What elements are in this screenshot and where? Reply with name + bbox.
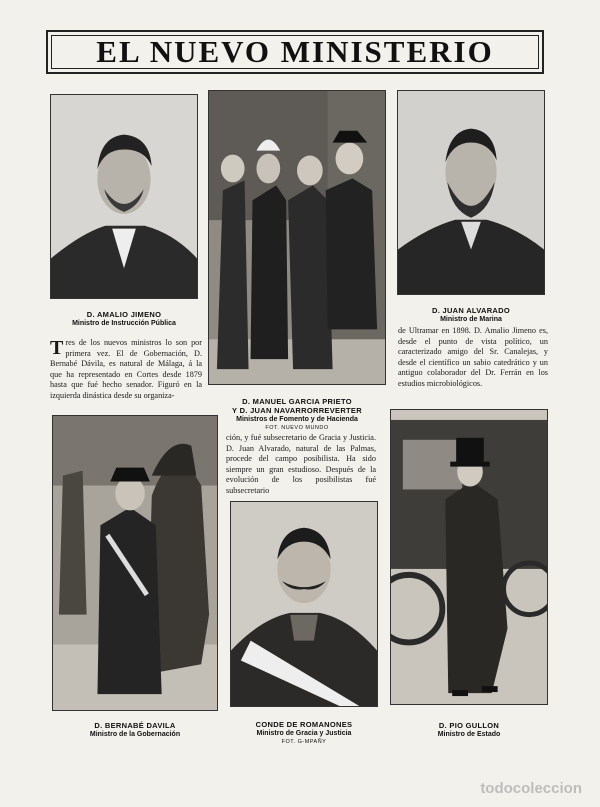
watermark-text: todocoleccion — [480, 780, 582, 797]
photo-jimeno — [50, 94, 198, 299]
caption-name: CONDE DE ROMANONES — [255, 720, 353, 729]
caption-name: D. PIO GULLON — [438, 721, 500, 730]
photo-romanones — [230, 501, 378, 707]
article-text: res de los nuevos ministros lo son por primera vez. El de Gobernación, D. Bernabé Dávila, es natural de Málaga, á la que ha representado en Cortes desde 1879 hasta que fué hecho senador. Figuró en la izquierda dinástica desde su organiza- — [50, 338, 202, 400]
photo-credit: FOT. G-MPAÑY — [281, 739, 327, 745]
caption-name: D. AMALIO JIMENO — [86, 310, 162, 319]
article-text: de Ultramar en 1898. D. Amalio Jimeno es, desde el punto de vista político, un caracterizado amigo del Sr. Canalejas, y desde el científico un sabio catedrático y un antiguo colaborador del Dr. Ferrán en los estudios microbiológicos. — [398, 326, 548, 388]
caption-alvarado — [397, 306, 545, 324]
page-title-frame — [46, 30, 544, 74]
caption-romanones — [230, 720, 378, 747]
page-title: EL NUEVO MINISTERIO — [96, 34, 494, 69]
caption-name: D. MANUEL GARCIA PRIETO — [242, 397, 352, 406]
photo-gullon — [390, 409, 548, 705]
caption-gullon — [390, 721, 548, 739]
caption-role: Ministro de Estado — [437, 731, 501, 738]
photo-alvarado — [397, 90, 545, 295]
caption-role: Ministros de Fomento y de Hacienda — [236, 416, 358, 423]
photo-prieto-navarrorreverter — [208, 90, 386, 385]
article-column-center — [226, 433, 376, 497]
caption-prieto-navarrorreverter — [208, 397, 386, 433]
caption-role: Ministro de Gracia y Justicia — [256, 730, 352, 737]
drop-cap: T — [50, 337, 64, 359]
photo-davila — [52, 415, 218, 711]
caption-jimeno — [50, 310, 198, 328]
photo-credit: FOT. NUEVO MUNDO — [265, 425, 329, 431]
caption-role: Ministro de la Gobernación — [89, 731, 181, 738]
article-text: ción, y fué subsecretario de Gracia y Justicia. D. Juan Alvarado, natural de las Palmas, procede del campo posibilista. Ha sido siempre un gran estudioso. Después de la evolución de los posibilistas fué subsecretario — [226, 433, 376, 495]
caption-davila — [52, 721, 218, 739]
caption-role: Ministro de Marina — [440, 316, 502, 323]
caption-role: Ministro de Instrucción Pública — [72, 320, 176, 327]
article-column-right — [398, 326, 548, 390]
article-column-left — [50, 338, 202, 402]
caption-name-2: Y D. JUAN NAVARRORREVERTER — [232, 406, 362, 415]
caption-name: D. JUAN ALVARADO — [432, 306, 510, 315]
caption-name: D. BERNABÉ DAVILA — [94, 721, 176, 730]
